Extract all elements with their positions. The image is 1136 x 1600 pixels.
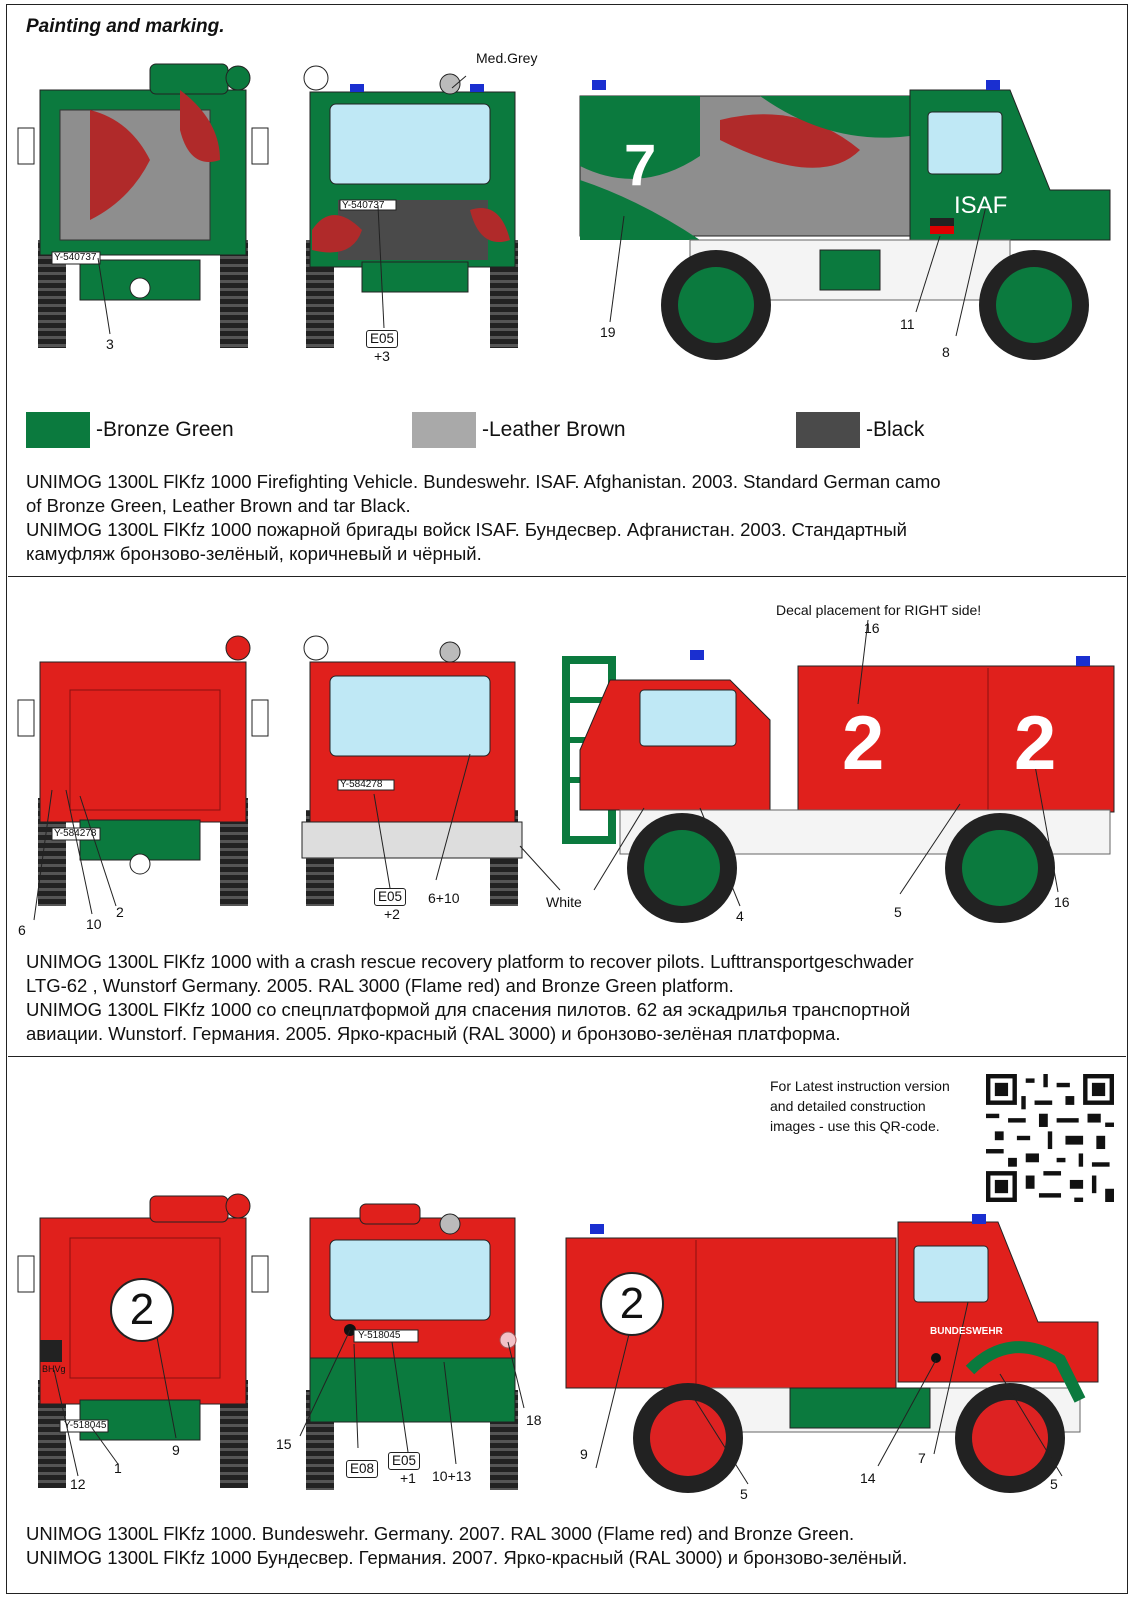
legend-label: -Leather Brown xyxy=(482,418,626,441)
callout-12: 12 xyxy=(70,1476,86,1492)
s1-side-number: 7 xyxy=(624,133,657,198)
s3-front-view xyxy=(306,1204,518,1490)
divider-1 xyxy=(8,576,1126,577)
s3-bundeswehr-marking: BUNDESWEHR xyxy=(930,1326,1003,1337)
s3-plate-front: Y-518045 xyxy=(358,1330,401,1341)
legend-leather-brown xyxy=(412,412,626,448)
callout-plus2: +2 xyxy=(384,906,400,922)
swatch-leather-brown xyxy=(412,412,476,448)
callout-10-13: 10+13 xyxy=(432,1468,472,1484)
swatch-bronze-green xyxy=(26,412,90,448)
callout-5a: 5 xyxy=(740,1486,748,1502)
callout-6-10: 6+10 xyxy=(428,890,460,906)
callout-16b: 16 xyxy=(1054,894,1070,910)
callout-white: White xyxy=(546,894,582,910)
callout-14: 14 xyxy=(860,1470,876,1486)
page-heading: Painting and marking. xyxy=(26,16,225,37)
s2-plate-front: Y-584278 xyxy=(340,779,383,790)
s3-bhvg-marking: BHVg xyxy=(42,1364,66,1374)
s1-plate-front: Y-540737 xyxy=(342,200,385,211)
s2-rear-view xyxy=(18,636,268,906)
s3-disc-rear xyxy=(110,1278,174,1342)
s3-disc-side xyxy=(600,1272,664,1336)
s2-front-view xyxy=(302,636,522,906)
s2-big-number-2: 2 xyxy=(1014,701,1057,786)
s3-side-view xyxy=(566,1214,1098,1493)
s2-plate-rear: Y-584278 xyxy=(54,828,97,839)
s2-big-number-1: 2 xyxy=(842,701,885,786)
callout-e08: E08 xyxy=(346,1460,378,1478)
legend-black xyxy=(796,412,924,448)
callout-plus3: +3 xyxy=(374,348,390,364)
qr-note: For Latest instruction version and detailed construction images - use this QR-code. xyxy=(770,1078,950,1134)
callout-e05-s2: E05 xyxy=(374,888,406,906)
callout-med-grey: Med.Grey xyxy=(476,50,538,66)
callout-3: 3 xyxy=(106,336,114,352)
s1-plate-rear: Y-540737 xyxy=(54,252,97,263)
s3-plate-rear: Y-518045 xyxy=(64,1420,107,1431)
s3-disc-side-number: 2 xyxy=(619,1279,645,1328)
callout-7: 7 xyxy=(918,1450,926,1466)
divider-2 xyxy=(8,1056,1126,1057)
s1-rear-view xyxy=(18,64,268,348)
callout-2: 2 xyxy=(116,904,124,920)
callout-18: 18 xyxy=(526,1412,542,1428)
qr-code-icon[interactable] xyxy=(986,1074,1114,1202)
callout-9b: 9 xyxy=(580,1446,588,1462)
callout-4: 4 xyxy=(736,908,744,924)
callout-5b: 5 xyxy=(1050,1476,1058,1492)
legend-bronze-green xyxy=(26,412,234,448)
callout-e05-s3: E05 xyxy=(388,1452,420,1470)
callout-right-side-note: Decal placement for RIGHT side! xyxy=(776,602,982,618)
callout-e05-s1: E05 xyxy=(366,330,398,348)
callout-1: 1 xyxy=(114,1460,122,1476)
callout-19: 19 xyxy=(600,324,616,340)
legend-label: -Bronze Green xyxy=(96,418,234,441)
s1-front-view xyxy=(304,66,518,348)
callout-16a: 16 xyxy=(864,620,880,636)
caption-section1: UNIMOG 1300L FlKfz 1000 Firefighting Vehicle. Bundeswehr. ISAF. Afghanistan. 2003. Standard German camo of Bronze Green, Leather Brown and tar Black. UNIMOG 1300L FlKfz 1000 пожарной бригады войск ISAF. Бундесвер. Афганистан. 2003. Стандартный камуфляж бронзово-зелёный, коричневый и чёрный. xyxy=(26,471,941,564)
callout-plus1: +1 xyxy=(400,1470,416,1486)
caption-section2: UNIMOG 1300L FlKfz 1000 with a crash rescue recovery platform to recover pilots. Lufttransportgeschwader LTG-62 , Wunstorf Germany. 2005. RAL 3000 (Flame red) and Bronze Green platform. UNIMOG 1300L FlKfz 1000 со спецплатформой для спасения пилотов. 62 ая эскадрилья транспортной авиации. Wunstorf. Германия. 2005. Ярко-красный (RAL 3000) и бронзово-зелёная платформа. xyxy=(26,951,914,1044)
callout-6: 6 xyxy=(18,922,26,938)
callout-9a: 9 xyxy=(172,1442,180,1458)
s1-isaf-marking: ISAF xyxy=(954,192,1008,219)
callout-5: 5 xyxy=(894,904,902,920)
s1-side-view xyxy=(580,80,1110,360)
callout-15: 15 xyxy=(276,1436,292,1452)
swatch-black xyxy=(796,412,860,448)
legend-label: -Black xyxy=(866,418,925,441)
callout-8: 8 xyxy=(942,344,950,360)
callout-11: 11 xyxy=(900,316,915,332)
caption-section3: UNIMOG 1300L FlKfz 1000. Bundeswehr. Germany. 2007. RAL 3000 (Flame red) and Bronze Green. UNIMOG 1300L FlKfz 1000 Бундесвер. Германия. 2007. Ярко-красный (RAL 3000) и бронзово-зелёный. xyxy=(26,1523,908,1568)
callout-10: 10 xyxy=(86,916,102,932)
s3-disc-rear-number: 2 xyxy=(129,1285,155,1334)
